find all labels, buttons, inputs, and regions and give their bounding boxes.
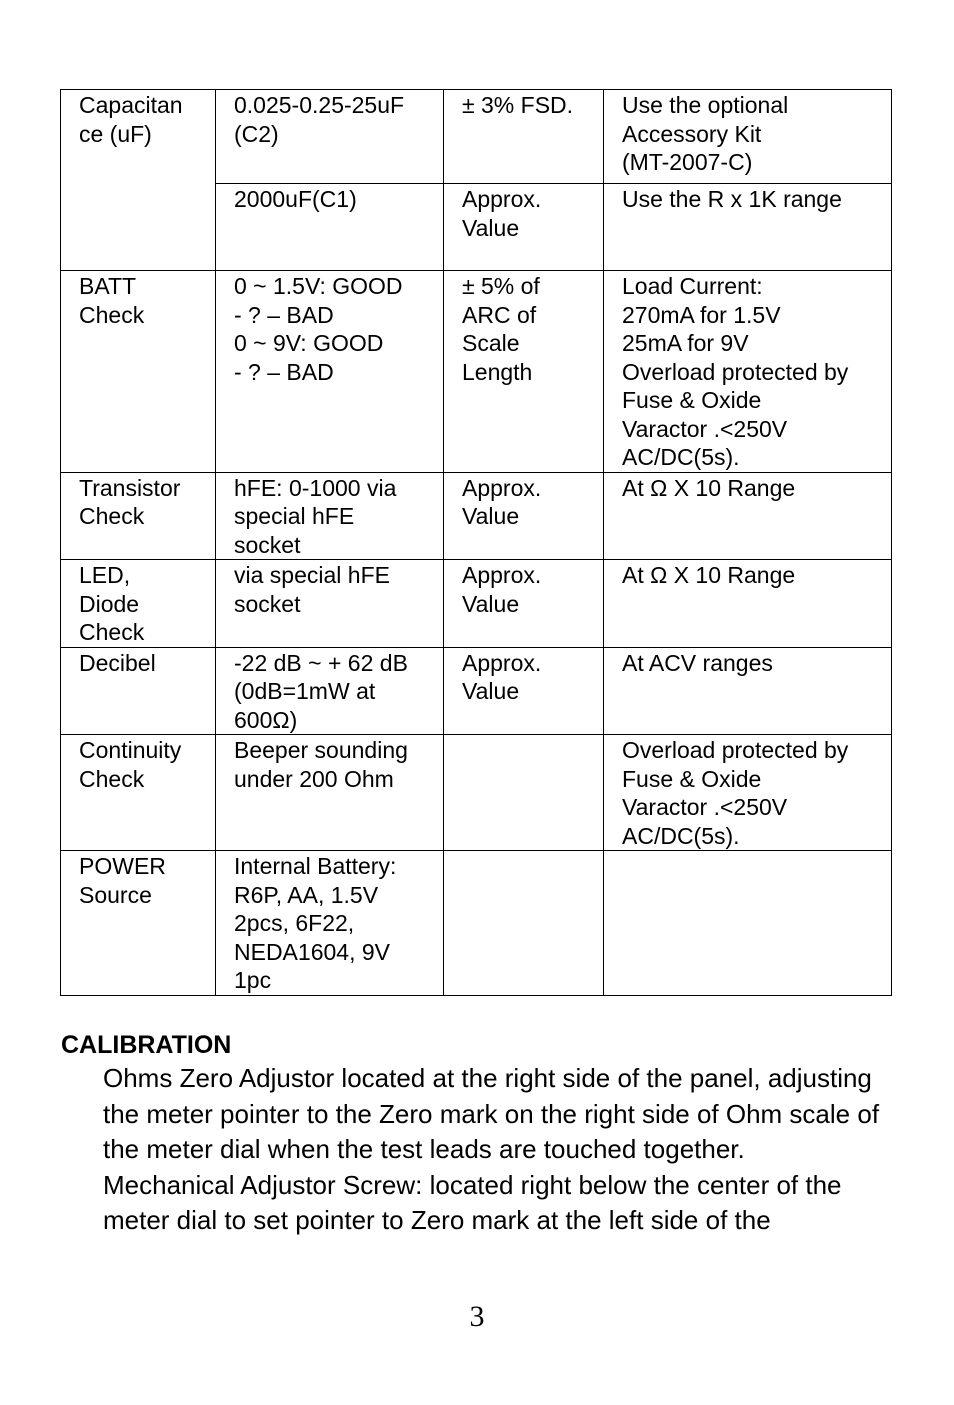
section-heading: CALIBRATION <box>61 1031 232 1059</box>
table-row <box>61 647 892 735</box>
function-cell: POWER Source <box>61 851 216 996</box>
range-cell: Beeper sounding under 200 Ohm <box>216 735 444 851</box>
table-row <box>61 735 892 851</box>
paragraph: Mechanical Adjustor Screw: located right below the center of the meter dial to set pointer to Zero mark at the left side of the <box>103 1169 842 1235</box>
accuracy-cell: Approx. Value <box>444 472 604 560</box>
accuracy-cell: Approx. Value <box>444 560 604 648</box>
range-cell: Internal Battery: R6P, AA, 1.5V 2pcs, 6F22, NEDA1604, 9V 1pc <box>216 851 444 996</box>
remarks-cell: Load Current: 270mA for 1.5V 25mA for 9V Overload protected by Fuse & Oxide Varactor .<250V AC/DC(5s). <box>604 271 892 473</box>
range-cell: via special hFE socket <box>216 560 444 648</box>
range-cell: 2000uF(C1) <box>216 184 444 271</box>
function-cell: Transistor Check <box>61 472 216 560</box>
accuracy-cell: ± 3% FSD. <box>444 90 604 184</box>
table-row <box>61 560 892 648</box>
accuracy-cell <box>444 851 604 996</box>
remarks-cell <box>604 851 892 996</box>
accuracy-cell <box>444 735 604 851</box>
range-cell: hFE: 0-1000 via special hFE socket <box>216 472 444 560</box>
function-cell: BATT Check <box>61 271 216 473</box>
calibration-section <box>61 1029 896 1239</box>
page-number: 3 <box>469 1300 485 1333</box>
accuracy-cell: ± 5% of ARC of Scale Length <box>444 271 604 473</box>
function-cell: Continuity Check <box>61 735 216 851</box>
function-cell: LED, Diode Check <box>61 560 216 648</box>
table-row <box>61 271 892 473</box>
specifications-table <box>60 89 892 996</box>
range-cell: 0 ~ 1.5V: GOOD - ? – BAD 0 ~ 9V: GOOD - ? – BAD <box>216 271 444 473</box>
table-row <box>61 851 892 996</box>
table-row <box>61 472 892 560</box>
remarks-cell: Use the R x 1K range <box>604 184 892 271</box>
remarks-cell: At Ω X 10 Range <box>604 472 892 560</box>
remarks-cell: Use the optional Accessory Kit (MT-2007-C) <box>604 90 892 184</box>
paragraph: Ohms Zero Adjustor located at the right side of the panel, adjusting the meter pointer to the Zero mark on the right side of Ohm scale of the meter dial when the test leads are touched together. <box>103 1063 880 1164</box>
range-cell: -22 dB ~ + 62 dB (0dB=1mW at 600Ω) <box>216 647 444 735</box>
remarks-cell: Overload protected by Fuse & Oxide Varactor .<250V AC/DC(5s). <box>604 735 892 851</box>
function-cell: Decibel <box>61 647 216 735</box>
range-cell: 0.025-0.25-25uF (C2) <box>216 90 444 184</box>
accuracy-cell: Approx. Value <box>444 647 604 735</box>
table-row <box>61 90 892 184</box>
accuracy-cell: Approx. Value <box>444 184 604 271</box>
remarks-cell: At ACV ranges <box>604 647 892 735</box>
function-cell: Capacitan ce (uF) <box>61 90 216 271</box>
remarks-cell: At Ω X 10 Range <box>604 560 892 648</box>
